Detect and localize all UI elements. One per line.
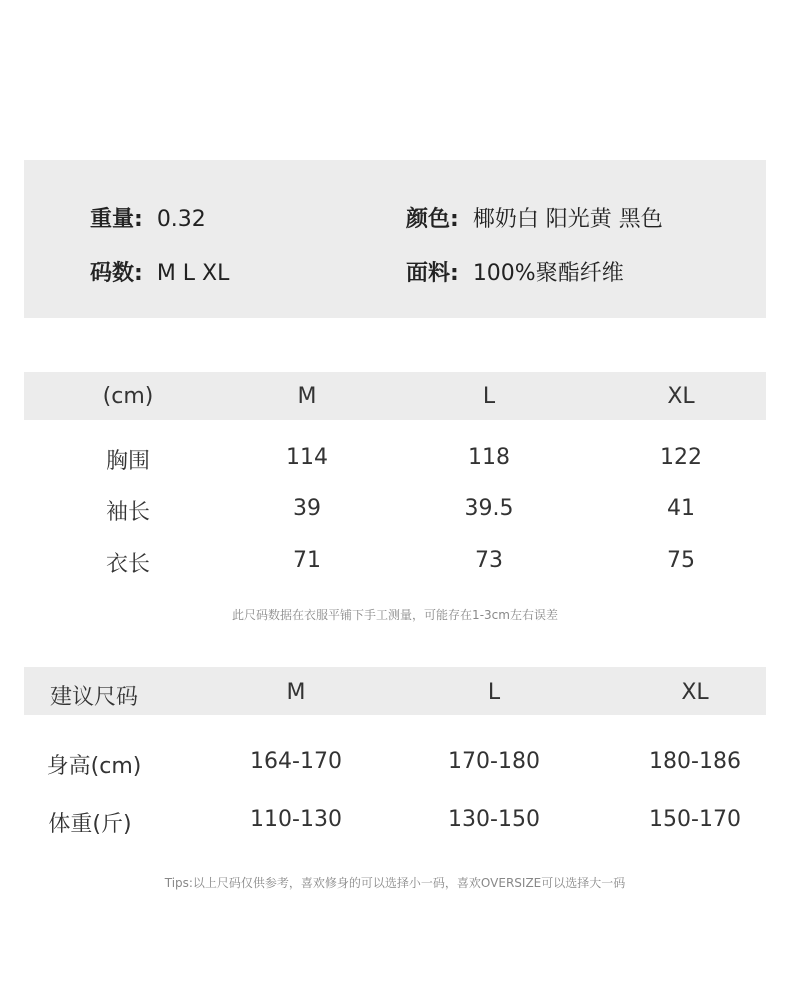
recommend-cell: 164-170: [250, 749, 342, 774]
measure-cell: 122: [660, 445, 702, 470]
recommend-cell: 150-170: [649, 807, 741, 832]
sizes-row: [90, 256, 229, 287]
recommend-header-l: L: [487, 680, 501, 705]
fabric-value: 100%聚酯纤维: [472, 261, 624, 286]
measure-header-unit: (cm): [102, 384, 154, 409]
measure-header-l: L: [482, 384, 496, 409]
color-label: 颜色:: [406, 207, 459, 232]
recommend-row-label: 身高(cm): [46, 754, 142, 779]
measure-cell: 71: [293, 548, 321, 573]
measure-header-xl: XL: [667, 384, 695, 409]
recommend-header-m: M: [286, 680, 306, 705]
measure-cell: 118: [468, 445, 510, 470]
weight-value: 0.32: [156, 207, 206, 232]
fabric-row: [406, 256, 624, 287]
measure-cell: 41: [667, 496, 695, 521]
product-info-panel: [24, 160, 766, 318]
fabric-label: 面料:: [406, 261, 459, 286]
recommend-row-label: 体重(斤): [48, 812, 132, 837]
measure-cell: 39.5: [464, 496, 514, 521]
measure-cell: 39: [293, 496, 321, 521]
weight-label: 重量:: [90, 207, 143, 232]
measure-cell: 114: [286, 445, 328, 470]
recommend-header-xl: XL: [681, 680, 709, 705]
recommend-cell: 110-130: [250, 807, 342, 832]
measure-row-label: 衣长: [105, 552, 151, 577]
measure-row-label: 袖长: [105, 500, 151, 525]
recommend-cell: 170-180: [448, 749, 540, 774]
weight-row: [90, 202, 206, 233]
color-row: [406, 202, 663, 233]
sizes-label: 码数:: [90, 261, 143, 286]
measure-header-m: M: [297, 384, 317, 409]
sizes-value: M L XL: [156, 261, 230, 286]
measure-cell: 73: [475, 548, 503, 573]
color-value: 椰奶白 阳光黄 黑色: [472, 207, 663, 232]
measure-cell: 75: [667, 548, 695, 573]
recommend-cell: 180-186: [649, 749, 741, 774]
recommend-tips: Tips:以上尺码仅供参考，喜欢修身的可以选择小一码，喜欢OVERSIZE可以选择大一码: [164, 876, 626, 890]
measure-row-label: 胸围: [105, 449, 151, 474]
recommend-header-label: 建议尺码: [49, 685, 139, 710]
measure-note: 此尺码数据在衣服平铺下手工测量，可能存在1-3cm左右误差: [232, 608, 558, 622]
recommend-cell: 130-150: [448, 807, 540, 832]
